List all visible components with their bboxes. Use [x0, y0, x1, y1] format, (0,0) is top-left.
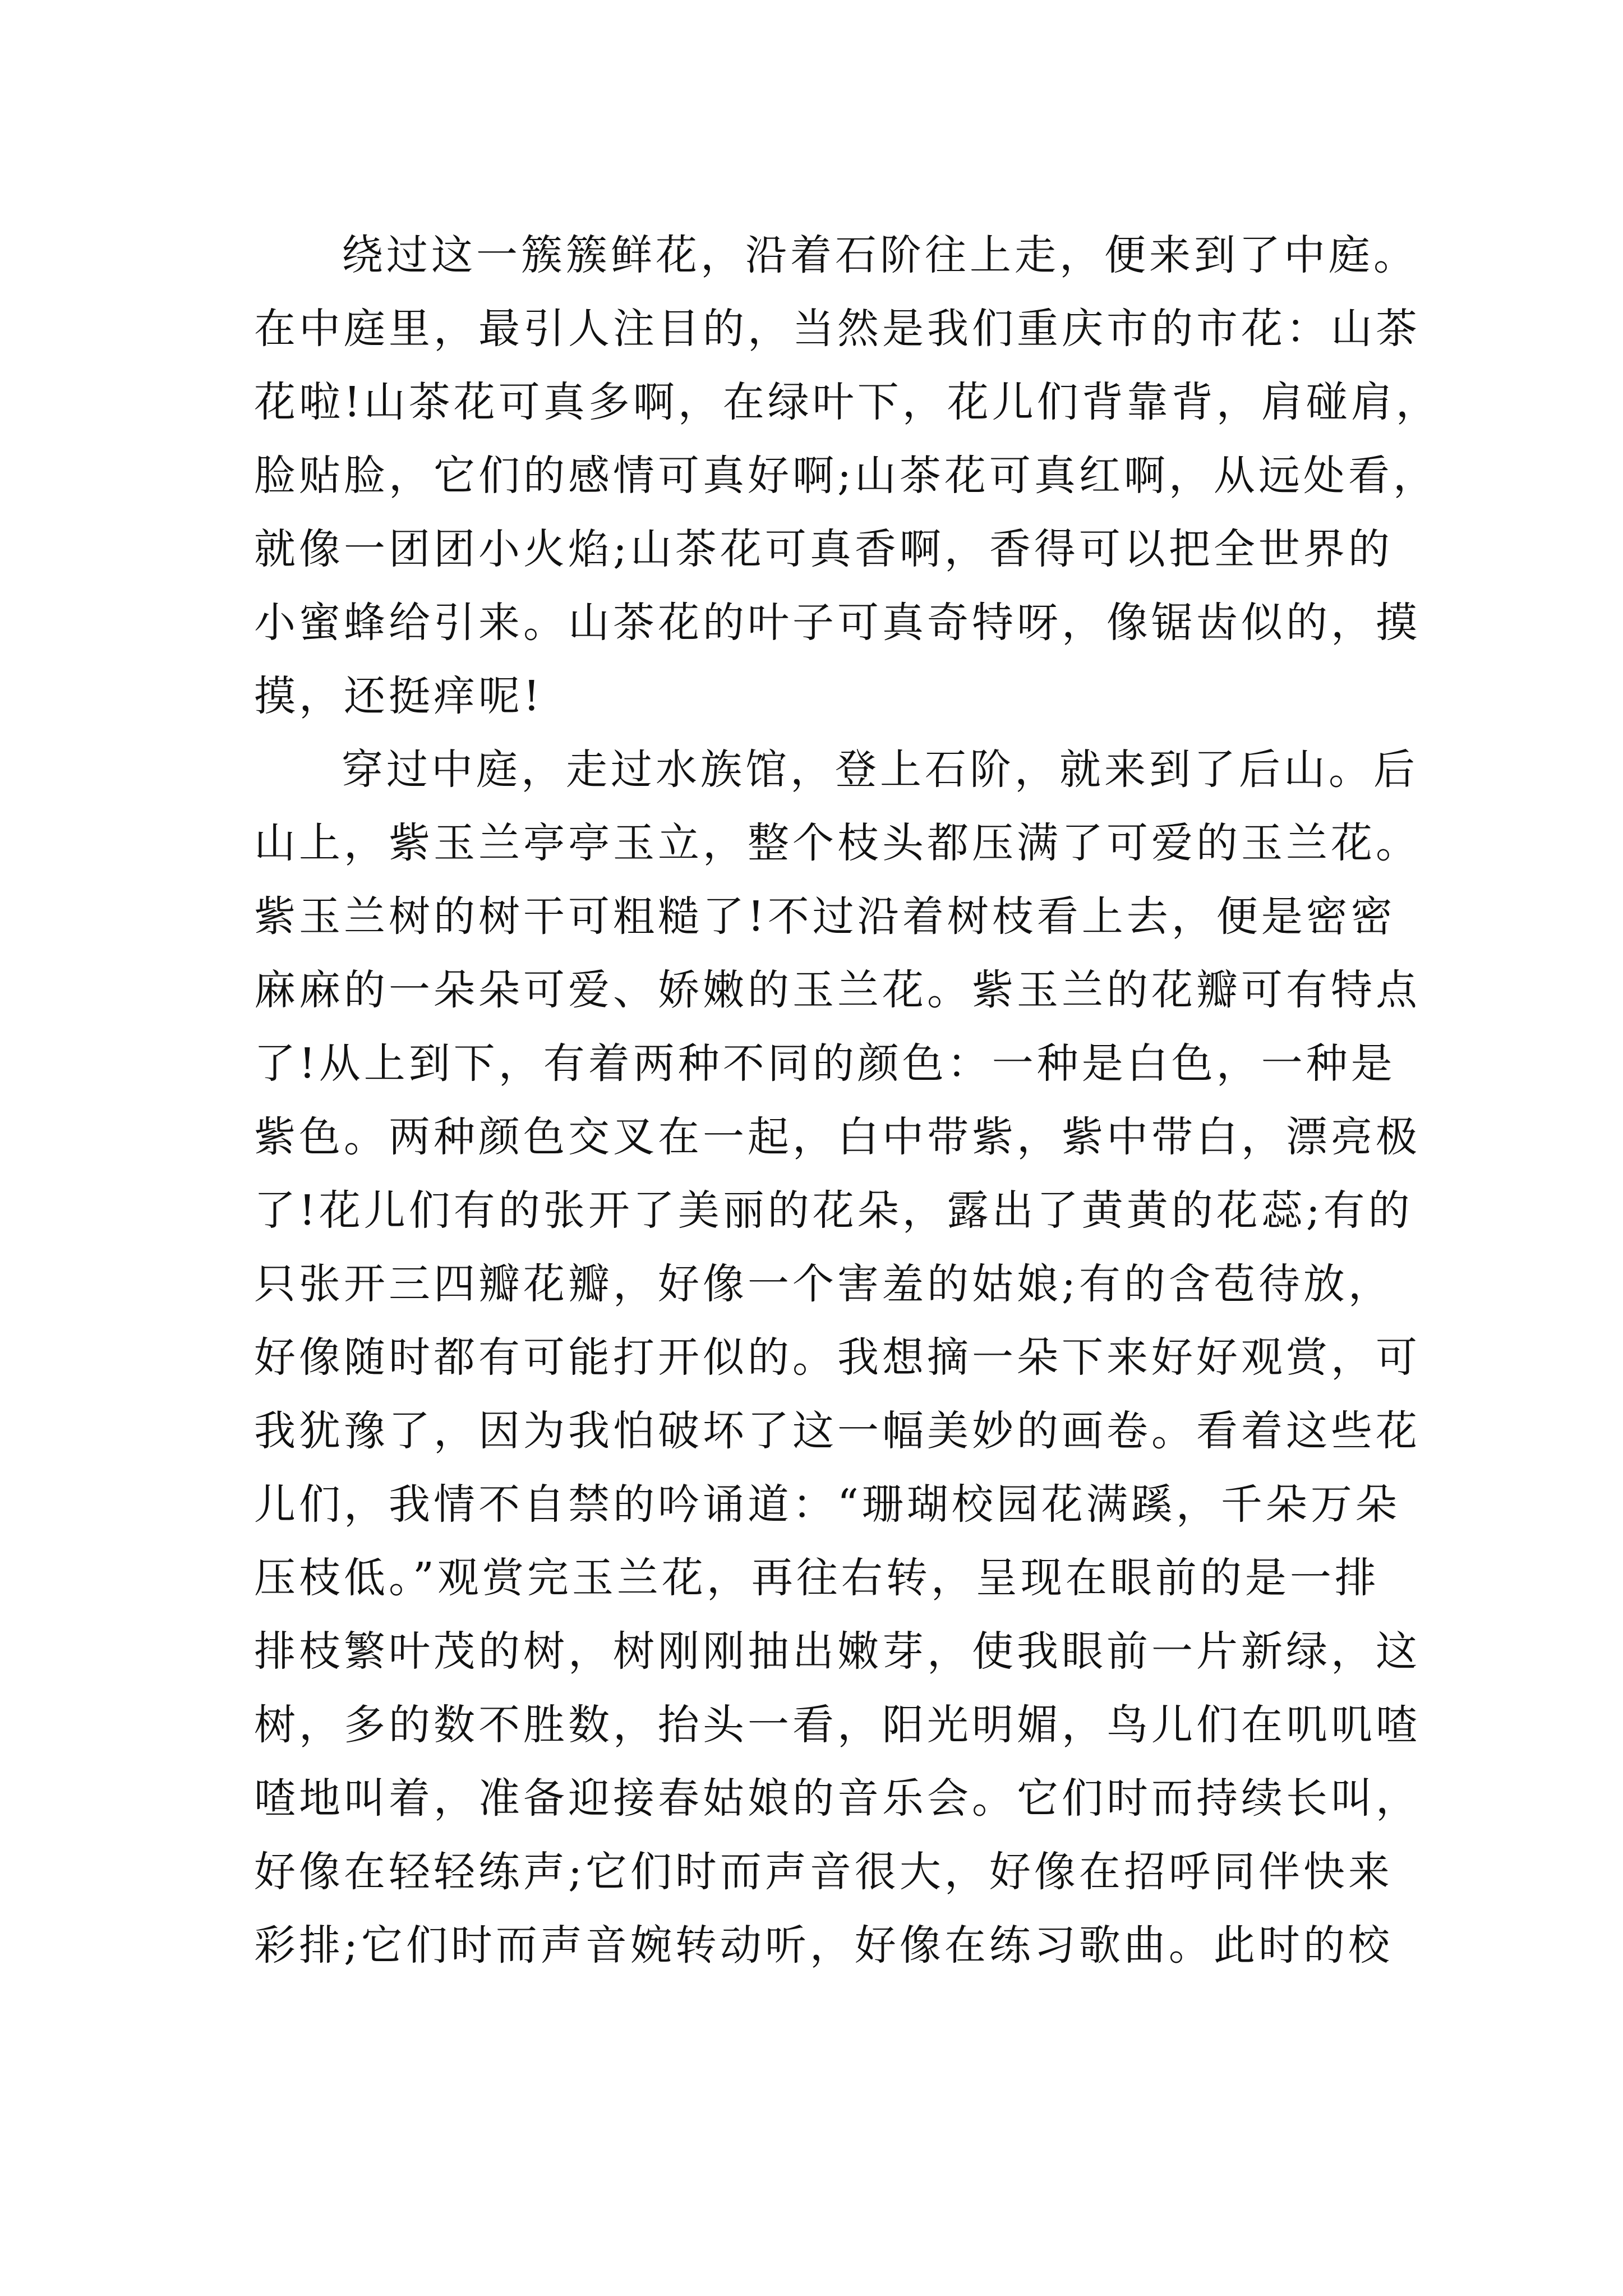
text-line: 压枝低。”观赏完玉兰花，再往右转，呈现在眼前的是一排	[254, 1554, 1380, 1602]
text-line: 了!从上到下，有着两种不同的颜色：一种是白色，一种是	[254, 1039, 1396, 1088]
text-line: 小蜜蜂给引来。山茶花的叶子可真奇特呀，像锯齿似的，摸	[254, 599, 1421, 647]
text-line: 就像一团团小火焰;山茶花可真香啊，香得可以把全世界的	[254, 525, 1393, 573]
paragraph-magnolia	[254, 733, 1426, 1982]
paragraph-camellia	[254, 219, 1441, 733]
text-line: 脸贴脸，它们的感情可真好啊;山茶花可真红啊，从远处看，	[254, 452, 1438, 500]
text-line: 儿们，我情不自禁的吟诵道：“珊瑚校园花满蹊，千朵万朵	[254, 1480, 1400, 1529]
text-line: 我犹豫了，因为我怕破坏了这一幅美妙的画卷。看着这些花	[254, 1407, 1421, 1455]
text-line: 彩排;它们时而声音婉转动听，好像在练习歌曲。此时的校	[254, 1921, 1393, 1970]
text-line: 摸，还挺痒呢!	[254, 672, 543, 720]
text-line: 花啦!山茶花可真多啊，在绿叶下，花儿们背靠背，肩碰肩，	[254, 378, 1441, 426]
text-line: 在中庭里，最引人注目的，当然是我们重庆市的市花：山茶	[254, 305, 1421, 353]
text-line: 山上，紫玉兰亭亭玉立，整个枝头都压满了可爱的玉兰花。	[254, 819, 1421, 867]
text-line: 紫玉兰树的树干可粗糙了!不过沿着树枝看上去，便是密密	[254, 892, 1396, 941]
text-line: 树，多的数不胜数，抬头一看，阳光明媚，鸟儿们在叽叽喳	[254, 1701, 1421, 1749]
text-line: 喳地叫着，准备迎接春姑娘的音乐会。它们时而持续长叫，	[254, 1774, 1421, 1823]
text-line: 好像随时都有可能打开似的。我想摘一朵下来好好观赏，可	[254, 1333, 1421, 1382]
text-line: 了!花儿们有的张开了美丽的花朵，露出了黄黄的花蕊;有的	[254, 1186, 1413, 1235]
text-line: 绕过这一簇簇鲜花，沿着石阶往上走，便来到了中庭。	[342, 231, 1418, 279]
body-text	[254, 219, 1441, 1982]
text-line: 只张开三四瓣花瓣，好像一个害羞的姑娘;有的含苞待放，	[254, 1260, 1393, 1308]
text-line: 穿过中庭，走过水族馆，登上石阶，就来到了后山。后	[342, 746, 1418, 794]
text-line: 麻麻的一朵朵可爱、娇嫩的玉兰花。紫玉兰的花瓣可有特点	[254, 966, 1421, 1014]
text-line: 排枝繁叶茂的树，树刚刚抽出嫩芽，使我眼前一片新绿，这	[254, 1627, 1421, 1676]
text-line: 好像在轻轻练声;它们时而声音很大，好像在招呼同伴快来	[254, 1848, 1393, 1896]
text-line: 紫色。两种颜色交叉在一起，白中带紫，紫中带白，漂亮极	[254, 1113, 1421, 1161]
